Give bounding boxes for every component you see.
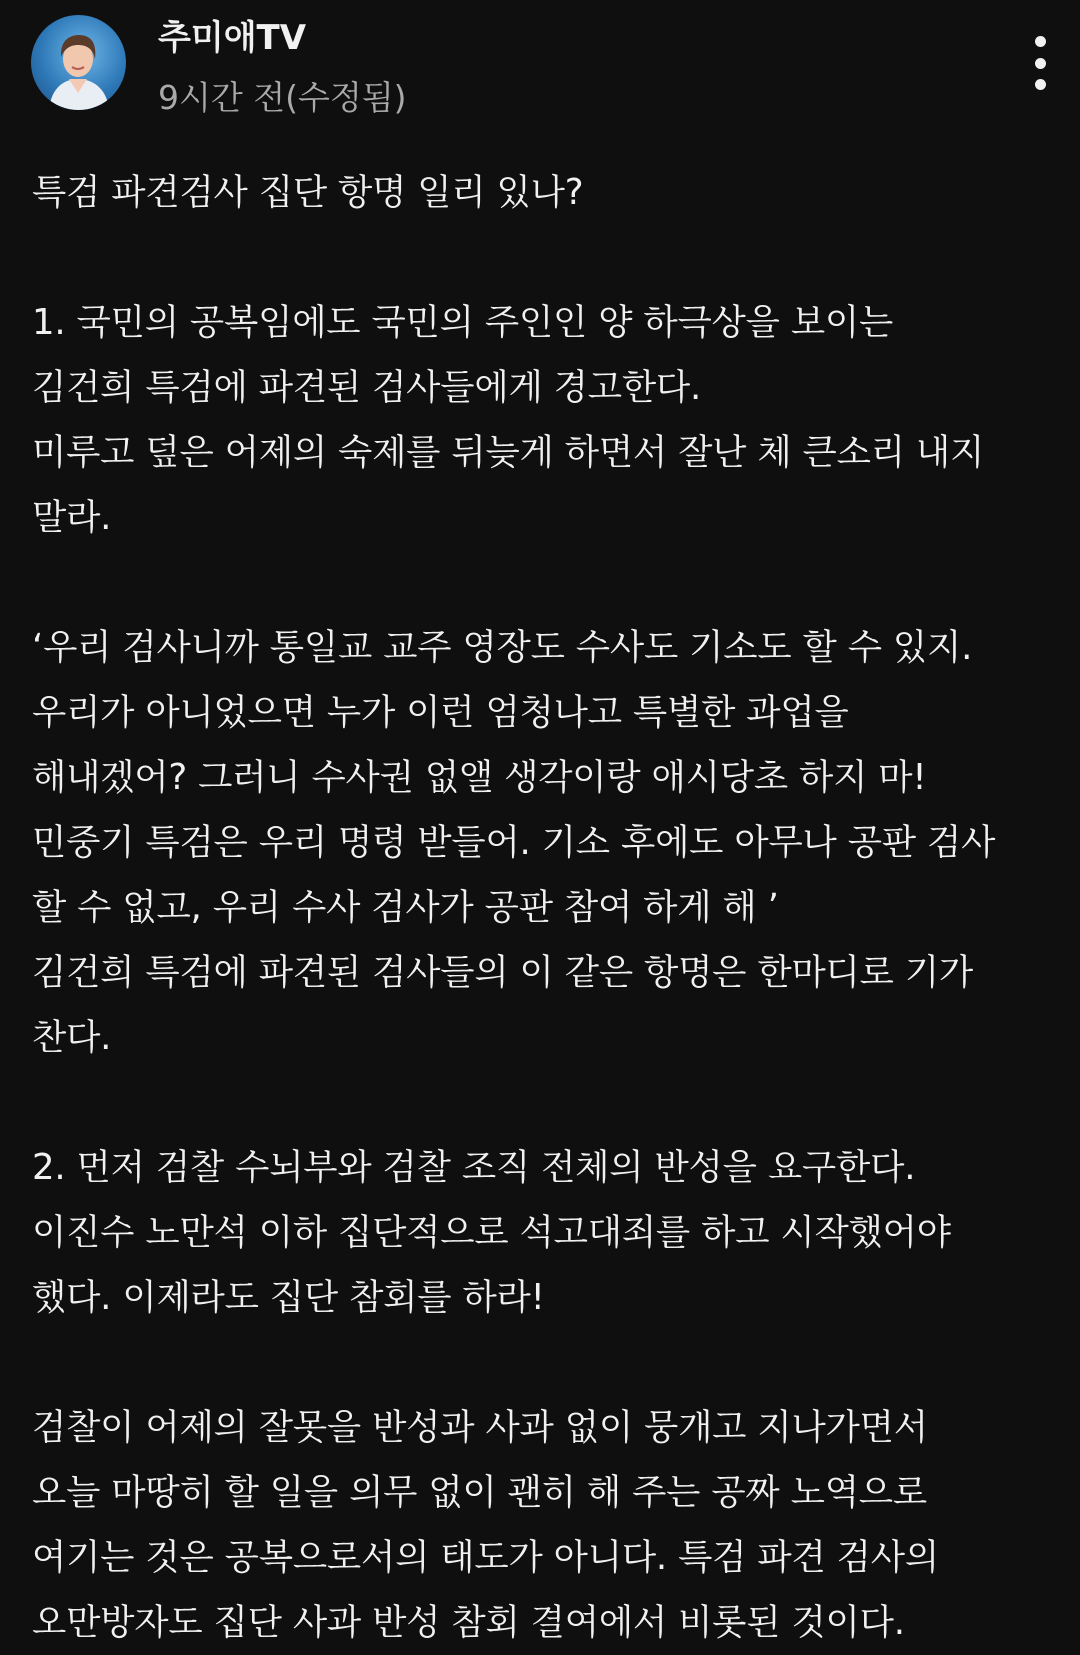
text-line: 말라.	[32, 497, 112, 538]
text-line: 김건희 특검에 파견된 검사들의 이 같은 항명은 한마디로 기가	[32, 952, 974, 993]
text-line: 찬다.	[32, 1017, 112, 1058]
paragraph-gap	[32, 1070, 1052, 1135]
text-line: 할 수 없고, 우리 수사 검사가 공판 참여 하게 해 ’	[32, 887, 779, 928]
text-line: ‘우리 검사니까 통일교 교주 영장도 수사도 기소도 할 수 있지.	[32, 627, 973, 668]
paragraph-2	[32, 615, 1052, 1070]
paragraph-3	[32, 1135, 1052, 1330]
text-line: 김건희 특검에 파견된 검사들에게 경고한다.	[32, 367, 702, 408]
paragraph-4	[32, 1395, 1052, 1655]
text-line: 이진수 노만석 이하 집단적으로 석고대죄를 하고 시작했어야	[32, 1212, 951, 1253]
channel-name[interactable]: 추미애TV	[158, 18, 307, 58]
post-header	[0, 0, 1080, 140]
text-line: 2. 먼저 검찰 수뇌부와 검찰 조직 전체의 반성을 요구한다.	[32, 1147, 916, 1188]
paragraph-1	[32, 290, 1052, 550]
paragraph-gap	[32, 1330, 1052, 1395]
post-timestamp: 9시간 전(수정됨)	[158, 78, 407, 117]
paragraph-gap	[32, 550, 1052, 615]
text-line: 해내겠어? 그러니 수사권 없앨 생각이랑 애시당초 하지 마!	[32, 757, 927, 798]
text-line: 검찰이 어제의 잘못을 반성과 사과 없이 뭉개고 지나가면서	[32, 1407, 928, 1448]
text-line: 오늘 마땅히 할 일을 의무 없이 괜히 해 주는 공짜 노역으로	[32, 1472, 927, 1513]
more-options-button[interactable]	[1022, 36, 1058, 90]
person-avatar-icon	[31, 15, 126, 110]
text-line: 민중기 특검은 우리 명령 받들어. 기소 후에도 아무나 공판 검사	[32, 822, 996, 863]
more-vert-icon-dot	[1035, 58, 1046, 69]
text-line: 여기는 것은 공복으로서의 태도가 아니다. 특검 파견 검사의	[32, 1537, 939, 1578]
paragraph-gap	[32, 225, 1052, 290]
more-vert-icon	[1035, 36, 1046, 47]
text-line: 미루고 덮은 어제의 숙제를 뒤늦게 하면서 잘난 체 큰소리 내지	[32, 432, 985, 473]
text-line: 우리가 아니었으면 누가 이런 엄청나고 특별한 과업을	[32, 692, 849, 733]
more-vert-icon-dot	[1035, 79, 1046, 90]
text-line: 오만방자도 집단 사과 반성 참회 결여에서 비롯된 것이다.	[32, 1602, 905, 1643]
text-line: 했다. 이제라도 집단 참회를 하라!	[32, 1277, 545, 1318]
channel-avatar[interactable]	[31, 15, 126, 110]
text-line: 1. 국민의 공복임에도 국민의 주인인 양 하극상을 보이는	[32, 302, 894, 343]
post-title: 특검 파견검사 집단 항명 일리 있나?	[32, 172, 584, 213]
post-body	[32, 160, 1052, 1655]
